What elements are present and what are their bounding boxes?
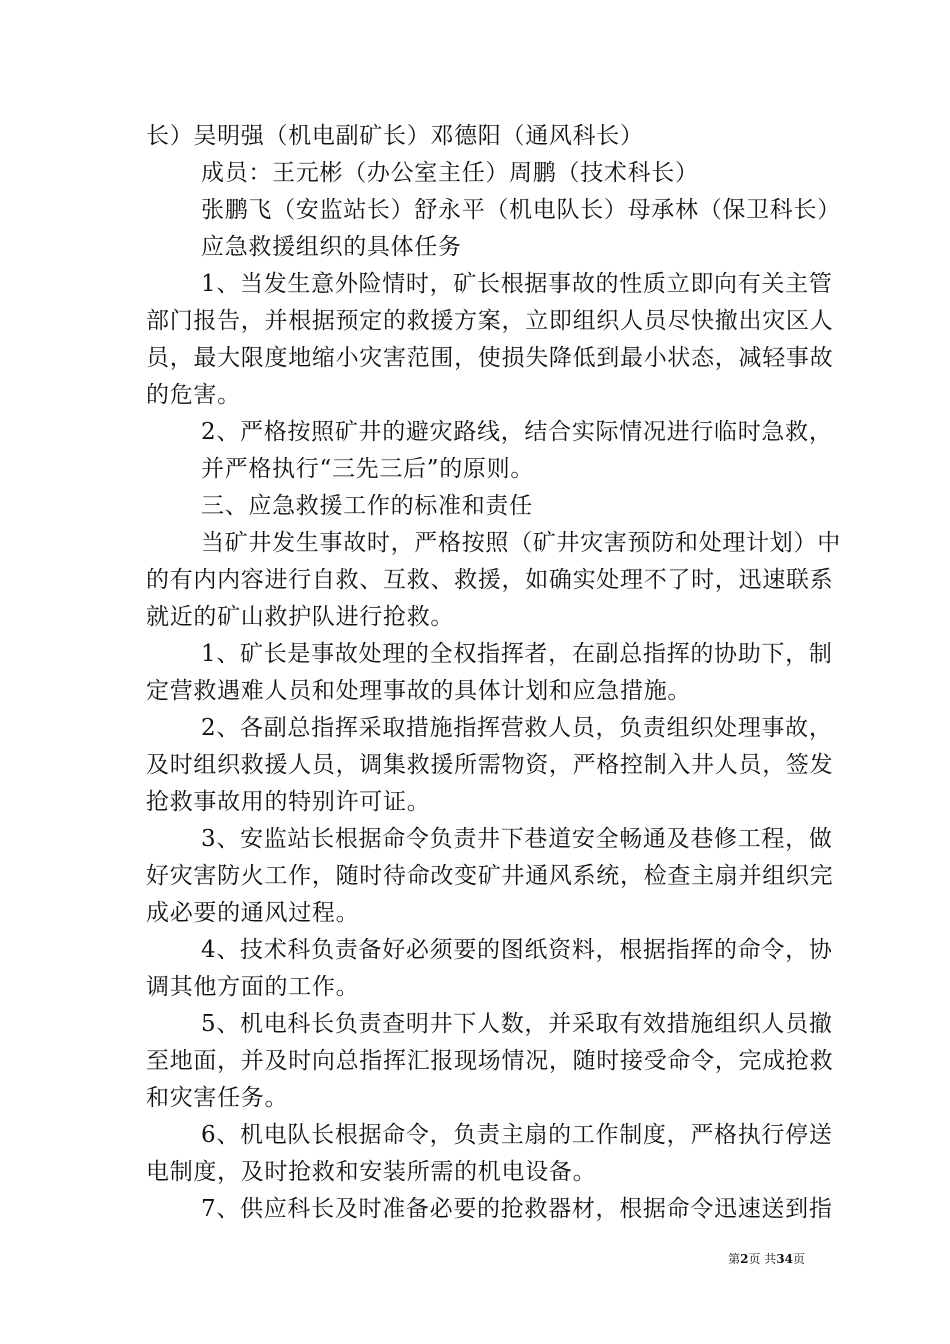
text-line: 定营救遇难人员和处理事故的具体计划和应急措施。 [146, 678, 692, 704]
document-body [146, 118, 841, 1228]
text-line: 长）吴明强（机电副矿长）邓德阳（通风科长） [146, 123, 644, 149]
footer-middle: 页 共 [748, 1252, 777, 1266]
text-line: 员，最大限度地缩小灾害范围，使损失降低到最小状态，减轻事故 [146, 345, 834, 371]
current-page-number: 2 [740, 1252, 749, 1266]
text-line: 好灾害防火工作，随时待命改变矿井通风系统，检查主扇并组织完 [146, 863, 834, 889]
text-line: 至地面，并及时向总指挥汇报现场情况，随时接受命令，完成抢救 [146, 1048, 834, 1074]
text-line: 5、机电科长负责查明井下人数，并采取有效措施组织人员撤 [201, 1011, 833, 1037]
text-line: 7、供应科长及时准备必要的抢救器材，根据命令迅速送到指 [201, 1196, 833, 1222]
text-line: 6、机电队长根据命令，负责主扇的工作制度，严格执行停送 [201, 1122, 833, 1148]
text-line: 的危害。 [146, 382, 241, 408]
footer-suffix: 页 [792, 1252, 805, 1266]
text-line: 电制度，及时抢救和安装所需的机电设备。 [146, 1159, 597, 1185]
text-line: 当矿井发生事故时，严格按照（矿井灾害预防和处理计划）中 [201, 530, 841, 556]
footer-prefix: 第 [728, 1252, 741, 1266]
text-line: 及时组织救援人员，调集救援所需物资，严格控制入井人员，签发 [146, 752, 834, 778]
text-line: 的有内内容进行自救、互救、救援，如确实处理不了时，迅速联系 [146, 567, 834, 593]
text-line: 应急救援组织的具体任务 [201, 234, 462, 260]
text-line: 成必要的通风过程。 [146, 900, 360, 926]
text-line: 2、严格按照矿井的避灾路线，结合实际情况进行临时急救， [201, 419, 833, 445]
text-line: 成员：王元彬（办公室主任）周鹏（技术科长） [201, 160, 699, 186]
text-line: 4、技术科负责备好必须要的图纸资料，根据指挥的命令，协 [201, 937, 833, 963]
text-line: 和灾害任务。 [146, 1085, 289, 1111]
text-line: 1、当发生意外险情时，矿长根据事故的性质立即向有关主管 [201, 271, 833, 297]
total-pages-number: 34 [776, 1252, 793, 1266]
text-line: 调其他方面的工作。 [146, 974, 360, 1000]
text-line: 三、应急救援工作的标准和责任 [201, 493, 533, 519]
text-line: 部门报告，并根据预定的救援方案，立即组织人员尽快撤出灾区人 [146, 308, 834, 334]
text-line: 就近的矿山救护队进行抢救。 [146, 604, 455, 630]
text-line: 3、安监站长根据命令负责井下巷道安全畅通及巷修工程，做 [201, 826, 833, 852]
text-line: 张鹏飞（安监站长）舒永平（机电队长）母承林（保卫科长） [201, 197, 841, 223]
text-line: 并严格执行“三先三后”的原则。 [201, 456, 535, 482]
text-line: 2、各副总指挥采取措施指挥营救人员，负责组织处理事故， [201, 715, 833, 741]
page-footer [728, 1251, 805, 1267]
text-line: 1、矿长是事故处理的全权指挥者，在副总指挥的协助下，制 [201, 641, 833, 667]
text-line: 抢救事故用的特别许可证。 [146, 789, 431, 815]
